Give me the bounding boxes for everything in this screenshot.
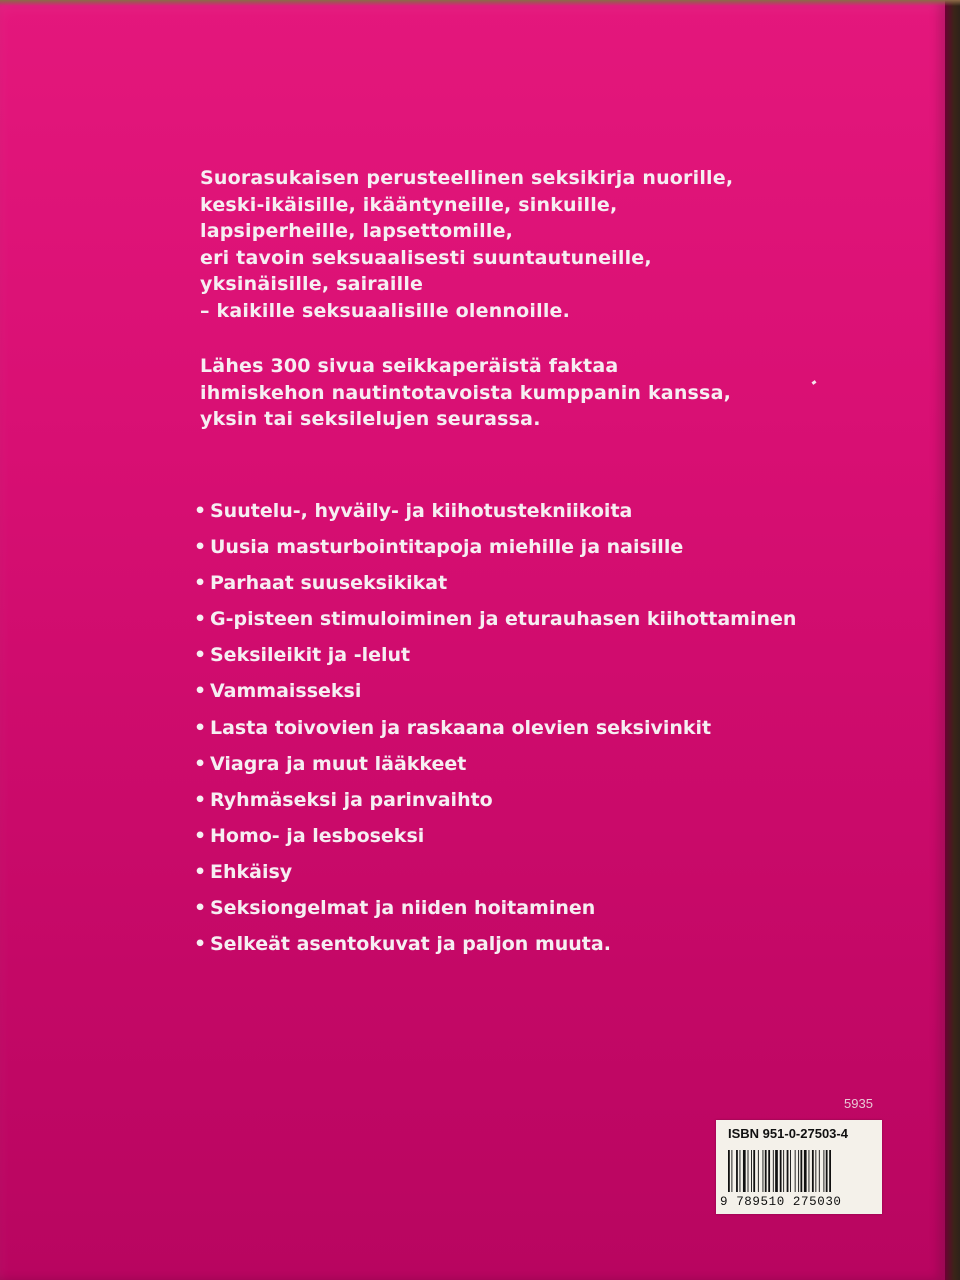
intro-line: lapsiperheille, lapsettomille, xyxy=(200,220,514,242)
topic-text: Vammaisseksi xyxy=(210,680,362,703)
topic-item xyxy=(194,930,796,966)
topic-text: Suutelu-, hyväily- ja kiihotustekniikoita xyxy=(210,500,633,522)
summary-line: Lähes 300 sivua seikkaperäistä faktaa xyxy=(200,355,619,377)
bullet-icon: • xyxy=(194,824,207,847)
topic-text: Seksiongelmat ja niiden hoitaminen xyxy=(210,897,596,920)
topic-text: Ehkäisy xyxy=(210,860,293,883)
barcode-label xyxy=(716,1120,882,1214)
topic-item xyxy=(194,605,796,641)
topic-item xyxy=(194,714,796,750)
topic-item xyxy=(194,569,796,605)
topic-item xyxy=(194,677,796,713)
bullet-icon: • xyxy=(194,500,207,522)
bullet-icon: • xyxy=(194,644,207,667)
intro-line: yksinäisille, sairaille xyxy=(200,273,424,295)
bullet-icon: • xyxy=(194,897,207,920)
bullet-icon: • xyxy=(194,536,207,559)
bullet-icon: • xyxy=(194,608,207,631)
topic-text: Ryhmäseksi ja parinvaihto xyxy=(210,788,493,811)
topic-text: Parhaat suuseksikikat xyxy=(210,572,448,595)
intro-paragraph xyxy=(200,165,733,324)
topic-item xyxy=(194,497,796,533)
intro-line: eri tavoin seksuaalisesti suuntautuneille, xyxy=(200,246,652,269)
topic-item xyxy=(194,533,796,569)
topic-item xyxy=(194,786,796,822)
topic-text: Selkeät asentokuvat ja paljon muuta. xyxy=(210,933,611,956)
bullet-icon: • xyxy=(194,933,207,956)
topic-text: G-pisteen stimuloiminen ja eturauhasen kiihottaminen xyxy=(210,608,797,631)
bullet-icon: • xyxy=(194,788,207,811)
bullet-icon: • xyxy=(194,680,207,703)
bullet-icon: • xyxy=(194,716,207,739)
book-edge xyxy=(945,0,960,1280)
intro-line: Suorasukaisen perusteellinen seksikirja nuorille, xyxy=(200,167,734,189)
bullet-icon: • xyxy=(194,572,207,595)
topic-item xyxy=(194,894,796,930)
summary-line: yksin tai seksilelujen seurassa. xyxy=(200,408,541,430)
summary-line: ihmiskehon nautintotavoista kumppanin kanssa, xyxy=(200,381,732,404)
topic-text: Uusia masturbointitapoja miehille ja naisille xyxy=(210,536,684,559)
topic-item xyxy=(194,750,796,786)
intro-line: keski-ikäisille, ikääntyneille, sinkuille, xyxy=(200,193,618,216)
topic-list xyxy=(194,497,796,966)
summary-paragraph xyxy=(200,353,731,433)
bullet-icon: • xyxy=(194,752,207,775)
topic-text: Lasta toivovien ja raskaana olevien seksivinkit xyxy=(210,716,712,739)
product-code: 5935 xyxy=(844,1096,873,1111)
intro-line: – kaikille seksuaalisille olennoille. xyxy=(200,299,571,322)
topic-text: Viagra ja muut lääkkeet xyxy=(210,752,467,775)
bullet-icon: • xyxy=(194,860,207,883)
topic-item xyxy=(194,641,796,677)
isbn-text: ISBN 951-0-27503-4 xyxy=(728,1126,848,1141)
topic-item xyxy=(194,822,796,858)
topic-text: Homo- ja lesboseksi xyxy=(210,824,425,847)
table-surface xyxy=(0,0,960,6)
topic-item xyxy=(194,858,796,894)
paint-fleck xyxy=(812,380,817,385)
barcode-number: 9 789510 275030 xyxy=(720,1195,842,1209)
topic-text: Seksileikit ja -lelut xyxy=(210,644,411,667)
